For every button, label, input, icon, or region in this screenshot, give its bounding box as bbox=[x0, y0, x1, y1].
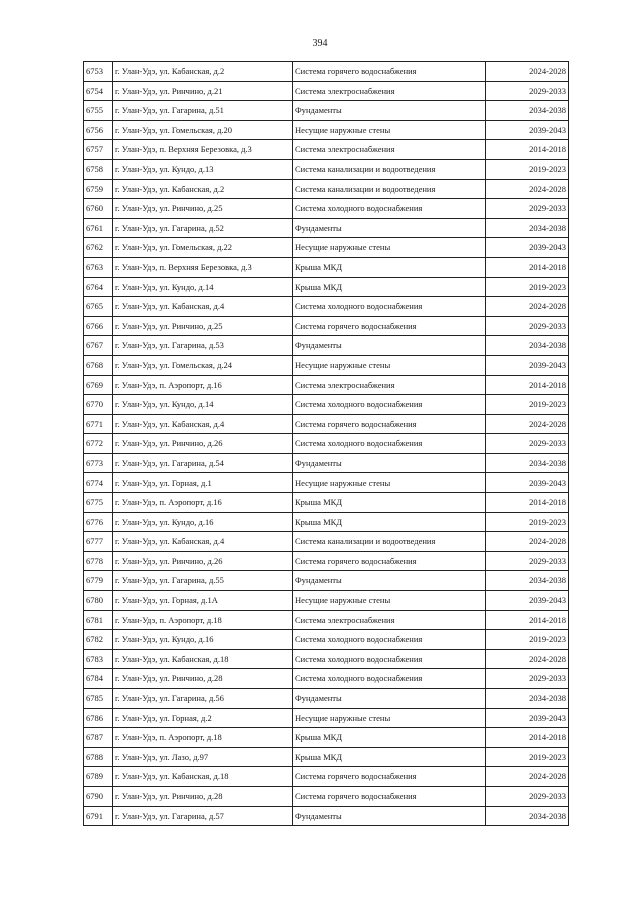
repair-period-cell: 2034-2038 bbox=[486, 689, 569, 709]
address-cell: г. Улан-Удэ, ул. Кундо, д.16 bbox=[113, 630, 293, 650]
table-row bbox=[84, 81, 569, 101]
repair-period-cell: 2039-2043 bbox=[486, 238, 569, 258]
table-row bbox=[84, 649, 569, 669]
row-number-cell: 6788 bbox=[84, 747, 113, 767]
address-cell: г. Улан-Удэ, ул. Ринчино, д.21 bbox=[113, 81, 293, 101]
address-cell: г. Улан-Удэ, п. Аэропорт, д.18 bbox=[113, 610, 293, 630]
address-cell: г. Улан-Удэ, ул. Гомельская, д.24 bbox=[113, 355, 293, 375]
building-system-cell: Система холодного водоснабжения bbox=[293, 297, 486, 317]
repair-period-cell: 2019-2023 bbox=[486, 512, 569, 532]
repair-period-cell: 2014-2018 bbox=[486, 257, 569, 277]
address-cell: г. Улан-Удэ, п. Аэропорт, д.16 bbox=[113, 375, 293, 395]
table-row bbox=[84, 591, 569, 611]
row-number-cell: 6774 bbox=[84, 473, 113, 493]
page-number: 394 bbox=[312, 38, 328, 49]
table-row bbox=[84, 689, 569, 709]
building-system-cell: Система горячего водоснабжения bbox=[293, 786, 486, 806]
repair-period-cell: 2034-2038 bbox=[486, 453, 569, 473]
repair-period-cell: 2024-2028 bbox=[486, 297, 569, 317]
address-cell: г. Улан-Удэ, ул. Гагарина, д.57 bbox=[113, 806, 293, 826]
building-system-cell: Система электроснабжения bbox=[293, 140, 486, 160]
address-cell: г. Улан-Удэ, ул. Кабанская, д.18 bbox=[113, 649, 293, 669]
row-number-cell: 6769 bbox=[84, 375, 113, 395]
address-cell: г. Улан-Удэ, ул. Горная, д.2 bbox=[113, 708, 293, 728]
building-system-cell: Система холодного водоснабжения bbox=[293, 395, 486, 415]
table-row bbox=[84, 218, 569, 238]
address-cell: г. Улан-Удэ, ул. Гомельская, д.20 bbox=[113, 120, 293, 140]
table-row bbox=[84, 767, 569, 787]
address-cell: г. Улан-Удэ, ул. Гомельская, д.22 bbox=[113, 238, 293, 258]
address-cell: г. Улан-Удэ, ул. Кундо, д.14 bbox=[113, 395, 293, 415]
building-system-cell: Крыша МКД bbox=[293, 277, 486, 297]
row-number-cell: 6770 bbox=[84, 395, 113, 415]
address-cell: г. Улан-Удэ, ул. Гагарина, д.55 bbox=[113, 571, 293, 591]
address-cell: г. Улан-Удэ, ул. Кундо, д.13 bbox=[113, 159, 293, 179]
address-cell: г. Улан-Удэ, ул. Горная, д.1 bbox=[113, 473, 293, 493]
address-cell: г. Улан-Удэ, ул. Лазо, д.97 bbox=[113, 747, 293, 767]
table-row bbox=[84, 512, 569, 532]
repair-period-cell: 2024-2028 bbox=[486, 767, 569, 787]
building-system-cell: Система канализации и водоотведения bbox=[293, 532, 486, 552]
repair-schedule-table bbox=[83, 61, 569, 826]
repair-period-cell: 2024-2028 bbox=[486, 649, 569, 669]
row-number-cell: 6760 bbox=[84, 199, 113, 219]
repair-period-cell: 2039-2043 bbox=[486, 355, 569, 375]
table-row bbox=[84, 238, 569, 258]
repair-period-cell: 2039-2043 bbox=[486, 120, 569, 140]
row-number-cell: 6771 bbox=[84, 414, 113, 434]
building-system-cell: Система горячего водоснабжения bbox=[293, 767, 486, 787]
address-cell: г. Улан-Удэ, ул. Кабанская, д.18 bbox=[113, 767, 293, 787]
table-row bbox=[84, 375, 569, 395]
table-row bbox=[84, 493, 569, 513]
row-number-cell: 6757 bbox=[84, 140, 113, 160]
building-system-cell: Система холодного водоснабжения bbox=[293, 434, 486, 454]
repair-period-cell: 2029-2033 bbox=[486, 551, 569, 571]
building-system-cell: Несущие наружные стены bbox=[293, 238, 486, 258]
table-row bbox=[84, 120, 569, 140]
building-system-cell: Система холодного водоснабжения bbox=[293, 669, 486, 689]
repair-period-cell: 2019-2023 bbox=[486, 630, 569, 650]
repair-period-cell: 2034-2038 bbox=[486, 571, 569, 591]
building-system-cell: Несущие наружные стены bbox=[293, 120, 486, 140]
row-number-cell: 6782 bbox=[84, 630, 113, 650]
address-cell: г. Улан-Удэ, ул. Ринчино, д.25 bbox=[113, 199, 293, 219]
row-number-cell: 6753 bbox=[84, 62, 113, 82]
address-cell: г. Улан-Удэ, ул. Гагарина, д.51 bbox=[113, 101, 293, 121]
repair-period-cell: 2019-2023 bbox=[486, 747, 569, 767]
row-number-cell: 6758 bbox=[84, 159, 113, 179]
table-row bbox=[84, 199, 569, 219]
address-cell: г. Улан-Удэ, ул. Кабанская, д.2 bbox=[113, 179, 293, 199]
address-cell: г. Улан-Удэ, п. Верхняя Березовка, д.3 bbox=[113, 257, 293, 277]
address-cell: г. Улан-Удэ, ул. Гагарина, д.53 bbox=[113, 336, 293, 356]
row-number-cell: 6772 bbox=[84, 434, 113, 454]
building-system-cell: Несущие наружные стены bbox=[293, 591, 486, 611]
address-cell: г. Улан-Удэ, ул. Ринчино, д.25 bbox=[113, 316, 293, 336]
table-row bbox=[84, 747, 569, 767]
table-row bbox=[84, 434, 569, 454]
repair-period-cell: 2034-2038 bbox=[486, 336, 569, 356]
row-number-cell: 6790 bbox=[84, 786, 113, 806]
row-number-cell: 6776 bbox=[84, 512, 113, 532]
table-row bbox=[84, 395, 569, 415]
address-cell: г. Улан-Удэ, ул. Кабанская, д.4 bbox=[113, 532, 293, 552]
repair-period-cell: 2039-2043 bbox=[486, 708, 569, 728]
building-system-cell: Система канализации и водоотведения bbox=[293, 159, 486, 179]
table-row bbox=[84, 140, 569, 160]
repair-period-cell: 2029-2033 bbox=[486, 316, 569, 336]
building-system-cell: Фундаменты bbox=[293, 571, 486, 591]
building-system-cell: Система электроснабжения bbox=[293, 610, 486, 630]
building-system-cell: Несущие наружные стены bbox=[293, 355, 486, 375]
building-system-cell: Система холодного водоснабжения bbox=[293, 649, 486, 669]
row-number-cell: 6778 bbox=[84, 551, 113, 571]
row-number-cell: 6763 bbox=[84, 257, 113, 277]
table-row bbox=[84, 336, 569, 356]
row-number-cell: 6791 bbox=[84, 806, 113, 826]
row-number-cell: 6754 bbox=[84, 81, 113, 101]
address-cell: г. Улан-Удэ, ул. Кабанская, д.2 bbox=[113, 62, 293, 82]
repair-period-cell: 2014-2018 bbox=[486, 728, 569, 748]
address-cell: г. Улан-Удэ, ул. Кундо, д.14 bbox=[113, 277, 293, 297]
repair-period-cell: 2039-2043 bbox=[486, 591, 569, 611]
row-number-cell: 6765 bbox=[84, 297, 113, 317]
building-system-cell: Система горячего водоснабжения bbox=[293, 551, 486, 571]
table-row bbox=[84, 277, 569, 297]
repair-period-cell: 2019-2023 bbox=[486, 277, 569, 297]
address-cell: г. Улан-Удэ, п. Верхняя Березовка, д.3 bbox=[113, 140, 293, 160]
building-system-cell: Система горячего водоснабжения bbox=[293, 62, 486, 82]
repair-period-cell: 2029-2033 bbox=[486, 81, 569, 101]
table-row bbox=[84, 453, 569, 473]
building-system-cell: Несущие наружные стены bbox=[293, 473, 486, 493]
table-row bbox=[84, 414, 569, 434]
table-row bbox=[84, 551, 569, 571]
table-row bbox=[84, 669, 569, 689]
repair-period-cell: 2034-2038 bbox=[486, 101, 569, 121]
address-cell: г. Улан-Удэ, ул. Ринчино, д.28 bbox=[113, 786, 293, 806]
repair-period-cell: 2034-2038 bbox=[486, 806, 569, 826]
table-body bbox=[84, 62, 569, 826]
row-number-cell: 6759 bbox=[84, 179, 113, 199]
table-row bbox=[84, 708, 569, 728]
building-system-cell: Крыша МКД bbox=[293, 257, 486, 277]
row-number-cell: 6756 bbox=[84, 120, 113, 140]
row-number-cell: 6785 bbox=[84, 689, 113, 709]
table-row bbox=[84, 532, 569, 552]
building-system-cell: Система горячего водоснабжения bbox=[293, 316, 486, 336]
repair-period-cell: 2019-2023 bbox=[486, 395, 569, 415]
table-row bbox=[84, 297, 569, 317]
building-system-cell: Несущие наружные стены bbox=[293, 708, 486, 728]
table-row bbox=[84, 179, 569, 199]
repair-period-cell: 2024-2028 bbox=[486, 62, 569, 82]
row-number-cell: 6773 bbox=[84, 453, 113, 473]
building-system-cell: Система холодного водоснабжения bbox=[293, 630, 486, 650]
building-system-cell: Крыша МКД bbox=[293, 728, 486, 748]
row-number-cell: 6784 bbox=[84, 669, 113, 689]
address-cell: г. Улан-Удэ, ул. Ринчино, д.26 bbox=[113, 551, 293, 571]
building-system-cell: Крыша МКД bbox=[293, 493, 486, 513]
repair-period-cell: 2039-2043 bbox=[486, 473, 569, 493]
table-row bbox=[84, 630, 569, 650]
address-cell: г. Улан-Удэ, ул. Горная, д.1А bbox=[113, 591, 293, 611]
repair-period-cell: 2029-2033 bbox=[486, 199, 569, 219]
address-cell: г. Улан-Удэ, ул. Ринчино, д.26 bbox=[113, 434, 293, 454]
table-row bbox=[84, 610, 569, 630]
table-row bbox=[84, 316, 569, 336]
address-cell: г. Улан-Удэ, ул. Гагарина, д.54 bbox=[113, 453, 293, 473]
address-cell: г. Улан-Удэ, п. Аэропорт, д.16 bbox=[113, 493, 293, 513]
address-cell: г. Улан-Удэ, ул. Кабанская, д.4 bbox=[113, 297, 293, 317]
repair-period-cell: 2014-2018 bbox=[486, 375, 569, 395]
row-number-cell: 6767 bbox=[84, 336, 113, 356]
row-number-cell: 6779 bbox=[84, 571, 113, 591]
row-number-cell: 6781 bbox=[84, 610, 113, 630]
row-number-cell: 6762 bbox=[84, 238, 113, 258]
building-system-cell: Фундаменты bbox=[293, 453, 486, 473]
address-cell: г. Улан-Удэ, ул. Ринчино, д.28 bbox=[113, 669, 293, 689]
repair-period-cell: 2024-2028 bbox=[486, 414, 569, 434]
table-row bbox=[84, 355, 569, 375]
building-system-cell: Фундаменты bbox=[293, 689, 486, 709]
repair-period-cell: 2019-2023 bbox=[486, 159, 569, 179]
row-number-cell: 6783 bbox=[84, 649, 113, 669]
repair-period-cell: 2024-2028 bbox=[486, 532, 569, 552]
building-system-cell: Система канализации и водоотведения bbox=[293, 179, 486, 199]
table-row bbox=[84, 473, 569, 493]
row-number-cell: 6777 bbox=[84, 532, 113, 552]
row-number-cell: 6761 bbox=[84, 218, 113, 238]
table-row bbox=[84, 159, 569, 179]
address-cell: г. Улан-Удэ, п. Аэропорт, д.18 bbox=[113, 728, 293, 748]
building-system-cell: Система электроснабжения bbox=[293, 375, 486, 395]
building-system-cell: Фундаменты bbox=[293, 806, 486, 826]
repair-period-cell: 2024-2028 bbox=[486, 179, 569, 199]
repair-period-cell: 2034-2038 bbox=[486, 218, 569, 238]
row-number-cell: 6766 bbox=[84, 316, 113, 336]
building-system-cell: Фундаменты bbox=[293, 336, 486, 356]
building-system-cell: Фундаменты bbox=[293, 218, 486, 238]
table-row bbox=[84, 728, 569, 748]
repair-period-cell: 2029-2033 bbox=[486, 669, 569, 689]
address-cell: г. Улан-Удэ, ул. Гагарина, д.52 bbox=[113, 218, 293, 238]
row-number-cell: 6768 bbox=[84, 355, 113, 375]
building-system-cell: Система горячего водоснабжения bbox=[293, 414, 486, 434]
row-number-cell: 6755 bbox=[84, 101, 113, 121]
building-system-cell: Крыша МКД bbox=[293, 512, 486, 532]
table-row bbox=[84, 571, 569, 591]
repair-period-cell: 2014-2018 bbox=[486, 493, 569, 513]
repair-period-cell: 2029-2033 bbox=[486, 786, 569, 806]
building-system-cell: Фундаменты bbox=[293, 101, 486, 121]
table-row bbox=[84, 257, 569, 277]
row-number-cell: 6780 bbox=[84, 591, 113, 611]
row-number-cell: 6789 bbox=[84, 767, 113, 787]
row-number-cell: 6786 bbox=[84, 708, 113, 728]
building-system-cell: Система электроснабжения bbox=[293, 81, 486, 101]
row-number-cell: 6764 bbox=[84, 277, 113, 297]
address-cell: г. Улан-Удэ, ул. Гагарина, д.56 bbox=[113, 689, 293, 709]
repair-period-cell: 2029-2033 bbox=[486, 434, 569, 454]
table-row bbox=[84, 101, 569, 121]
row-number-cell: 6775 bbox=[84, 493, 113, 513]
address-cell: г. Улан-Удэ, ул. Кундо, д.16 bbox=[113, 512, 293, 532]
table-row bbox=[84, 806, 569, 826]
repair-period-cell: 2014-2018 bbox=[486, 610, 569, 630]
repair-period-cell: 2014-2018 bbox=[486, 140, 569, 160]
row-number-cell: 6787 bbox=[84, 728, 113, 748]
table-row bbox=[84, 62, 569, 82]
table-row bbox=[84, 786, 569, 806]
building-system-cell: Крыша МКД bbox=[293, 747, 486, 767]
building-system-cell: Система холодного водоснабжения bbox=[293, 199, 486, 219]
address-cell: г. Улан-Удэ, ул. Кабанская, д.4 bbox=[113, 414, 293, 434]
